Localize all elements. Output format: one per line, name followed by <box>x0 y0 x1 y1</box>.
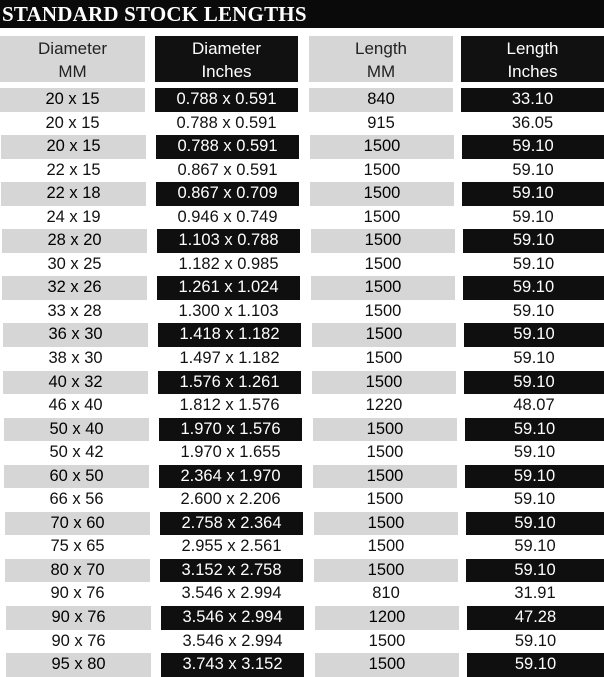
cell-diameter-mm: 80 x 70 <box>5 559 150 583</box>
cell-length-inches: 59.10 <box>467 630 604 654</box>
cell-length-mm: 1500 <box>314 559 458 583</box>
table-row <box>0 582 604 606</box>
cell-diameter-inches: 1.261 x 1.024 <box>157 276 300 300</box>
page-title: STANDARD STOCK LENGTHS <box>0 0 604 28</box>
cell-diameter-mm: 36 x 30 <box>3 323 148 347</box>
cell-length-mm: 840 <box>309 88 453 112</box>
header-label: Diameter <box>192 39 261 58</box>
table-row <box>0 371 604 395</box>
cell-length-inches: 59.10 <box>466 535 604 559</box>
cell-length-mm: 1500 <box>311 300 455 324</box>
cell-length-mm: 1220 <box>312 394 456 418</box>
table-row <box>0 229 604 253</box>
table-row <box>0 347 604 371</box>
cell-length-inches: 59.10 <box>465 488 604 512</box>
table-row <box>0 535 604 559</box>
cell-diameter-inches: 0.788 x 0.591 <box>155 112 298 136</box>
cell-length-inches: 59.10 <box>464 347 604 371</box>
header-label: Length <box>355 39 407 58</box>
cell-diameter-inches: 1.497 x 1.182 <box>158 347 301 371</box>
cell-diameter-mm: 70 x 60 <box>5 512 150 536</box>
cell-length-mm: 1200 <box>315 606 459 630</box>
cell-diameter-mm: 50 x 42 <box>4 441 149 465</box>
cell-diameter-inches: 3.152 x 2.758 <box>160 559 303 583</box>
cell-diameter-inches: 2.364 x 1.970 <box>159 465 302 489</box>
cell-length-mm: 1500 <box>314 512 458 536</box>
cell-diameter-inches: 1.812 x 1.576 <box>158 394 301 418</box>
cell-length-mm: 1500 <box>311 229 455 253</box>
header-diameter-mm <box>0 36 145 82</box>
cell-diameter-mm: 60 x 50 <box>4 465 149 489</box>
cell-diameter-inches: 1.970 x 1.655 <box>159 441 302 465</box>
cell-diameter-inches: 1.970 x 1.576 <box>159 418 302 442</box>
table-row <box>0 630 604 654</box>
cell-length-inches: 33.10 <box>461 88 604 112</box>
cell-length-inches: 59.10 <box>462 135 604 159</box>
cell-length-inches: 59.10 <box>465 441 604 465</box>
cell-diameter-inches: 0.788 x 0.591 <box>156 135 299 159</box>
table-row <box>0 182 604 206</box>
cell-diameter-inches: 3.743 x 3.152 <box>161 653 304 677</box>
cell-diameter-mm: 32 x 26 <box>2 276 147 300</box>
cell-length-inches: 36.05 <box>461 112 604 136</box>
cell-length-mm: 1500 <box>310 159 454 183</box>
cell-diameter-inches: 0.867 x 0.591 <box>156 159 299 183</box>
cell-length-mm: 1500 <box>311 276 455 300</box>
table-row <box>0 465 604 489</box>
cell-diameter-mm: 90 x 76 <box>5 582 150 606</box>
cell-diameter-mm: 22 x 15 <box>1 159 146 183</box>
cell-length-mm: 1500 <box>315 653 459 677</box>
cell-length-inches: 59.10 <box>465 418 604 442</box>
cell-length-inches: 59.10 <box>464 371 604 395</box>
table-row <box>0 135 604 159</box>
cell-length-inches: 48.07 <box>464 394 604 418</box>
table-row <box>0 512 604 536</box>
cell-diameter-mm: 66 x 56 <box>4 488 149 512</box>
header-length-inches <box>461 36 604 82</box>
table-row <box>0 88 604 112</box>
table-row <box>0 276 604 300</box>
cell-diameter-inches: 2.600 x 2.206 <box>159 488 302 512</box>
header-label: Length <box>506 39 559 58</box>
header-label: Diameter <box>38 39 107 58</box>
cell-length-inches: 47.28 <box>467 606 604 630</box>
cell-length-inches: 59.10 <box>466 512 604 536</box>
cell-diameter-mm: 90 x 76 <box>6 630 151 654</box>
table-row <box>0 441 604 465</box>
cell-diameter-mm: 40 x 32 <box>3 371 148 395</box>
cell-diameter-inches: 3.546 x 2.994 <box>161 606 304 630</box>
cell-length-mm: 1500 <box>314 535 458 559</box>
cell-length-inches: 59.10 <box>462 206 604 230</box>
cell-diameter-inches: 3.546 x 2.994 <box>160 582 303 606</box>
cell-length-inches: 59.10 <box>462 159 604 183</box>
cell-diameter-mm: 30 x 25 <box>2 253 147 277</box>
cell-diameter-mm: 75 x 65 <box>5 535 150 559</box>
cell-diameter-mm: 46 x 40 <box>3 394 148 418</box>
cell-diameter-mm: 50 x 40 <box>4 418 149 442</box>
cell-length-mm: 1500 <box>310 135 454 159</box>
table-row <box>0 323 604 347</box>
cell-length-inches: 59.10 <box>462 182 604 206</box>
cell-diameter-inches: 1.103 x 0.788 <box>157 229 300 253</box>
cell-length-mm: 1500 <box>313 465 457 489</box>
cell-diameter-mm: 28 x 20 <box>2 229 147 253</box>
table-row <box>0 488 604 512</box>
table-row <box>0 206 604 230</box>
cell-length-mm: 1500 <box>312 371 456 395</box>
table-row <box>0 300 604 324</box>
cell-length-inches: 59.10 <box>463 253 604 277</box>
header-unit: Inches <box>201 62 252 81</box>
table-row <box>0 418 604 442</box>
table-row <box>0 112 604 136</box>
stock-lengths-table <box>0 88 604 677</box>
table-row <box>0 559 604 583</box>
header-diameter-inches <box>155 36 298 82</box>
cell-diameter-inches: 0.788 x 0.591 <box>155 88 298 112</box>
cell-length-mm: 915 <box>309 112 453 136</box>
cell-length-inches: 31.91 <box>466 582 604 606</box>
cell-length-mm: 1500 <box>313 418 457 442</box>
cell-diameter-inches: 1.182 x 0.985 <box>157 253 300 277</box>
header-length-mm <box>309 36 453 82</box>
cell-length-mm: 1500 <box>313 441 457 465</box>
cell-length-inches: 59.10 <box>466 559 604 583</box>
cell-diameter-inches: 0.946 x 0.749 <box>156 206 299 230</box>
cell-diameter-inches: 2.955 x 2.561 <box>160 535 303 559</box>
cell-diameter-inches: 0.867 x 0.709 <box>156 182 299 206</box>
cell-diameter-mm: 20 x 15 <box>0 88 145 112</box>
cell-diameter-mm: 20 x 15 <box>1 135 146 159</box>
cell-length-mm: 1500 <box>310 182 454 206</box>
cell-length-mm: 1500 <box>311 253 455 277</box>
cell-length-mm: 1500 <box>315 630 459 654</box>
cell-length-mm: 810 <box>314 582 458 606</box>
cell-length-mm: 1500 <box>313 488 457 512</box>
cell-length-inches: 59.10 <box>463 300 604 324</box>
cell-length-inches: 59.10 <box>467 653 604 677</box>
cell-length-inches: 59.10 <box>465 465 604 489</box>
cell-diameter-mm: 33 x 28 <box>2 300 147 324</box>
table-row <box>0 606 604 630</box>
cell-diameter-mm: 95 x 80 <box>6 653 151 677</box>
cell-diameter-inches: 1.418 x 1.182 <box>158 323 301 347</box>
table-row <box>0 253 604 277</box>
cell-diameter-mm: 20 x 15 <box>0 112 145 136</box>
cell-length-inches: 59.10 <box>463 276 604 300</box>
cell-length-mm: 1500 <box>312 347 456 371</box>
cell-diameter-inches: 1.576 x 1.261 <box>158 371 301 395</box>
header-unit: MM <box>58 62 87 81</box>
cell-diameter-mm: 38 x 30 <box>3 347 148 371</box>
cell-diameter-mm: 22 x 18 <box>1 182 146 206</box>
cell-diameter-inches: 1.300 x 1.103 <box>157 300 300 324</box>
table-row <box>0 159 604 183</box>
header-unit: MM <box>366 62 396 81</box>
table-row <box>0 653 604 677</box>
header-unit: Inches <box>507 62 558 81</box>
cell-diameter-mm: 90 x 76 <box>6 606 151 630</box>
cell-diameter-mm: 24 x 19 <box>1 206 146 230</box>
cell-length-mm: 1500 <box>310 206 454 230</box>
cell-length-inches: 59.10 <box>463 229 604 253</box>
cell-diameter-inches: 3.546 x 2.994 <box>161 630 304 654</box>
cell-length-mm: 1500 <box>312 323 456 347</box>
cell-diameter-inches: 2.758 x 2.364 <box>160 512 303 536</box>
table-row <box>0 394 604 418</box>
cell-length-inches: 59.10 <box>464 323 604 347</box>
